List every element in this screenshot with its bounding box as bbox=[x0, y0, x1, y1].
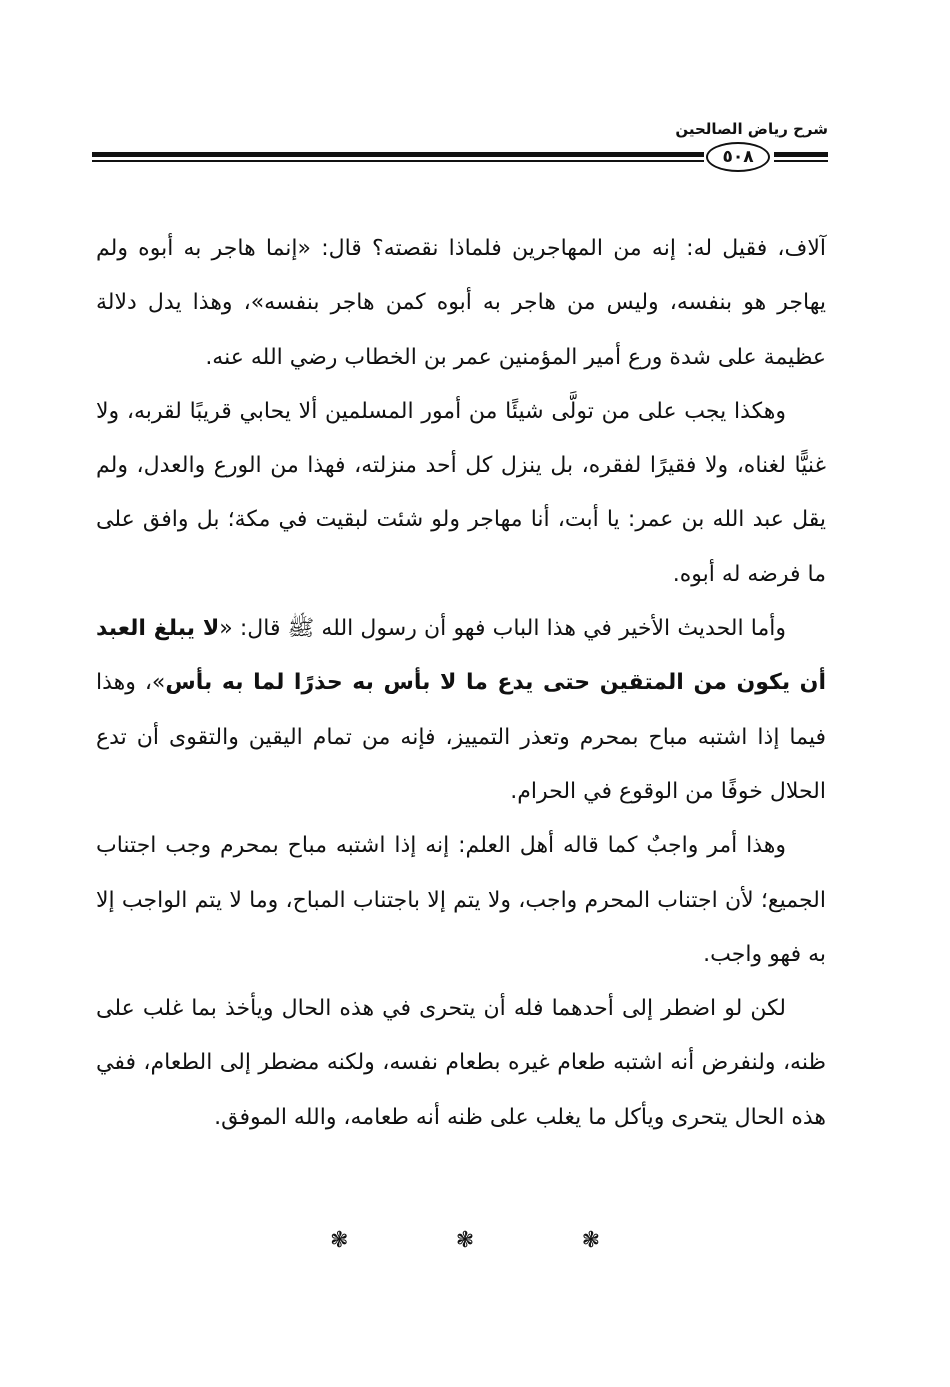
paragraph bbox=[96, 982, 826, 1145]
paragraph bbox=[96, 222, 826, 385]
paragraph-text: وأما الحديث الأخير في هذا الباب فهو أن رسول الله ﷺ قال: « bbox=[219, 616, 787, 642]
separator-ornament: ❃ bbox=[330, 1228, 349, 1253]
separator-ornament: ❃ bbox=[455, 1228, 475, 1253]
page-number: ٥٠٨ bbox=[706, 142, 770, 172]
paragraph bbox=[96, 385, 826, 602]
page-body bbox=[96, 222, 826, 1145]
header-rule-thick bbox=[92, 152, 704, 157]
paragraph-text: وهذا أمر واجبٌ كما قاله أهل العلم: إنه إذا اشتبه مباح بمحرم وجب اجتناب الجميع؛ لأن اجتناب المحرم واجب، ولا يتم إلا باجتناب المباح، وما لا يتم الواجب إلا به فهو واجب. bbox=[96, 833, 826, 967]
header-rule-thick-right bbox=[774, 152, 828, 157]
page-header bbox=[92, 118, 828, 188]
separator-ornament: ❃ bbox=[581, 1228, 600, 1253]
paragraph-text: وهكذا يجب على من تولَّى شيئًا من أمور المسلمين ألا يحابي قريبًا لقربه، ولا غنيًّا لغناه، ولا فقيرًا لفقره، بل ينزل كل أحد منزلته، فهذا من الورع والعدل، ولم يقل عبد الله بن عمر: يا أبت، أنا مهاجر ولو شئت لبقيت في مكة؛ بل وافق على ما فرضه له أبوه. bbox=[96, 398, 826, 587]
hadith-text: لا يبلغ العبد أن يكون من المتقين حتى يدع ما لا بأس به حذرًا لما به بأس bbox=[96, 616, 826, 696]
paragraph bbox=[96, 602, 826, 819]
paragraph-text: آلاف، فقيل له: إنه من المهاجرين فلماذا نقصته؟ قال: «إنما هاجر به أبوه ولم يهاجر هو بنفسه، وليس من هاجر به أبوه كمن هاجر بنفسه»، وهذا يدل دلالة عظيمة على شدة ورع أمير المؤمنين عمر بن الخطاب رضي الله عنه. bbox=[96, 236, 826, 370]
header-rule-thin bbox=[92, 160, 704, 162]
section-separator bbox=[330, 1228, 600, 1253]
header-rule-thin-right bbox=[774, 160, 828, 162]
paragraph-text: »، وهذا فيما إذا اشتبه مباح بمحرم وتعذر التمييز، فإنه من تمام اليقين والتقوى أن تدع الحلال خوفًا من الوقوع في الحرام. bbox=[96, 670, 826, 804]
running-title: شرح رياض الصالحين bbox=[675, 120, 828, 138]
paragraph bbox=[96, 819, 826, 982]
paragraph-text: لكن لو اضطر إلى أحدهما فله أن يتحرى في هذه الحال ويأخذ بما غلب على ظنه، ولنفرض أنه اشتبه طعام غيره بطعام نفسه، ولكنه مضطر إلى الطعام، ففي هذه الحال يتحرى ويأكل ما يغلب على ظنه أنه طعامه، والله الموفق. bbox=[96, 996, 826, 1130]
